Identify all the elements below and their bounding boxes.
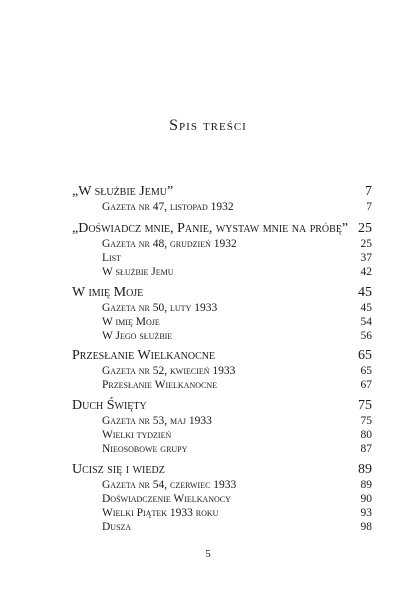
toc-section (72, 285, 372, 343)
toc-subentry-page: 80 (360, 429, 372, 441)
toc-subentry[interactable] (72, 251, 372, 265)
toc-section (72, 184, 372, 214)
toc-subentry-title: Wielki Piątek 1933 roku (102, 507, 219, 519)
toc-subentry-page: 90 (360, 493, 372, 505)
toc-section (72, 221, 372, 279)
toc-subentry-title: Przesłanie Wielkanocne (102, 379, 218, 391)
toc-subentry[interactable] (72, 414, 372, 428)
toc-subentry-page: 7 (366, 201, 372, 213)
toc-subentry-title: Doświadczenie Wielkanocy (102, 493, 231, 505)
toc-subentry-title: List (102, 252, 122, 264)
toc-subentry[interactable] (72, 442, 372, 456)
toc-entry-page: 45 (358, 285, 372, 300)
toc-subentry-title: Gazeta nr 48, grudzień 1932 (102, 238, 237, 250)
toc-section (72, 398, 372, 456)
toc-section (72, 462, 372, 534)
toc-subentry-page: 25 (360, 238, 372, 250)
toc-entry[interactable] (72, 285, 372, 301)
toc-subentry-title: Gazeta nr 52, kwiecień 1933 (102, 365, 236, 377)
toc-subentry-title: Gazeta nr 47, listopad 1932 (102, 201, 234, 213)
toc-subentry-page: 75 (360, 415, 372, 427)
toc-subentry-title: W Jego służbie (102, 330, 173, 342)
toc-entry-page: 25 (358, 221, 372, 236)
toc-entry-title: Duch Święty (72, 398, 147, 413)
toc-subentry-title: Gazeta nr 53, maj 1933 (102, 415, 212, 427)
toc-entry-page: 7 (365, 184, 372, 199)
toc-entry[interactable] (72, 348, 372, 364)
toc-entry-page: 89 (358, 462, 372, 477)
toc-entry[interactable] (72, 462, 372, 478)
toc-subentry-title: Nieosobowe grupy (102, 443, 188, 455)
toc-entry-title: W imię Moje (72, 285, 144, 300)
toc-entry[interactable] (72, 398, 372, 414)
toc-subentry-page: 98 (360, 521, 372, 533)
toc-subentry-page: 37 (360, 252, 372, 264)
toc-subentry-title: W imię Moje (102, 316, 160, 328)
toc-subentry[interactable] (72, 329, 372, 343)
toc-subentry-title: Dusza (102, 521, 132, 533)
toc-subentry-page: 89 (360, 479, 372, 491)
page-title: Spis treści (169, 117, 247, 134)
toc-subentry[interactable] (72, 506, 372, 520)
toc-subentry[interactable] (72, 265, 372, 279)
toc-subentry[interactable] (72, 428, 372, 442)
toc-subentry[interactable] (72, 520, 372, 534)
toc-subentry[interactable] (72, 478, 372, 492)
toc-subentry[interactable] (72, 378, 372, 392)
toc-subentry-page: 65 (360, 365, 372, 377)
toc-entry-title: „Doświadcz mnie, Panie, wystaw mnie na próbę” (72, 221, 349, 236)
toc-entry-page: 65 (358, 348, 372, 363)
toc-subentry[interactable] (72, 492, 372, 506)
toc-subentry-page: 54 (360, 316, 372, 328)
toc-entry[interactable] (72, 221, 372, 237)
toc-section (72, 348, 372, 392)
toc-subentry-title: W służbie Jemu (102, 266, 174, 278)
toc-subentry[interactable] (72, 301, 372, 315)
toc-entry-title: Ucisz się i wiedz (72, 462, 165, 477)
toc-entry-page: 75 (358, 398, 372, 413)
toc-entry-title: Przesłanie Wielkanocne (72, 348, 216, 363)
page-number: 5 (205, 548, 211, 560)
toc-subentry-title: Gazeta nr 50, luty 1933 (102, 302, 218, 314)
toc-subentry[interactable] (72, 237, 372, 251)
toc-subentry-page: 56 (360, 330, 372, 342)
toc-subentry[interactable] (72, 315, 372, 329)
toc-entry[interactable] (72, 184, 372, 200)
toc-subentry-page: 93 (360, 507, 372, 519)
toc-subentry-page: 42 (360, 266, 372, 278)
toc-subentry-title: Wielki tydzień (102, 429, 172, 441)
toc-subentry-page: 67 (360, 379, 372, 391)
toc-subentry-title: Gazeta nr 54, czerwiec 1933 (102, 479, 237, 491)
toc-subentry[interactable] (72, 200, 372, 214)
toc-subentry-page: 45 (360, 302, 372, 314)
toc-subentry-page: 87 (360, 443, 372, 455)
toc-subentry[interactable] (72, 364, 372, 378)
toc-entry-title: „W służbie Jemu” (72, 184, 174, 199)
